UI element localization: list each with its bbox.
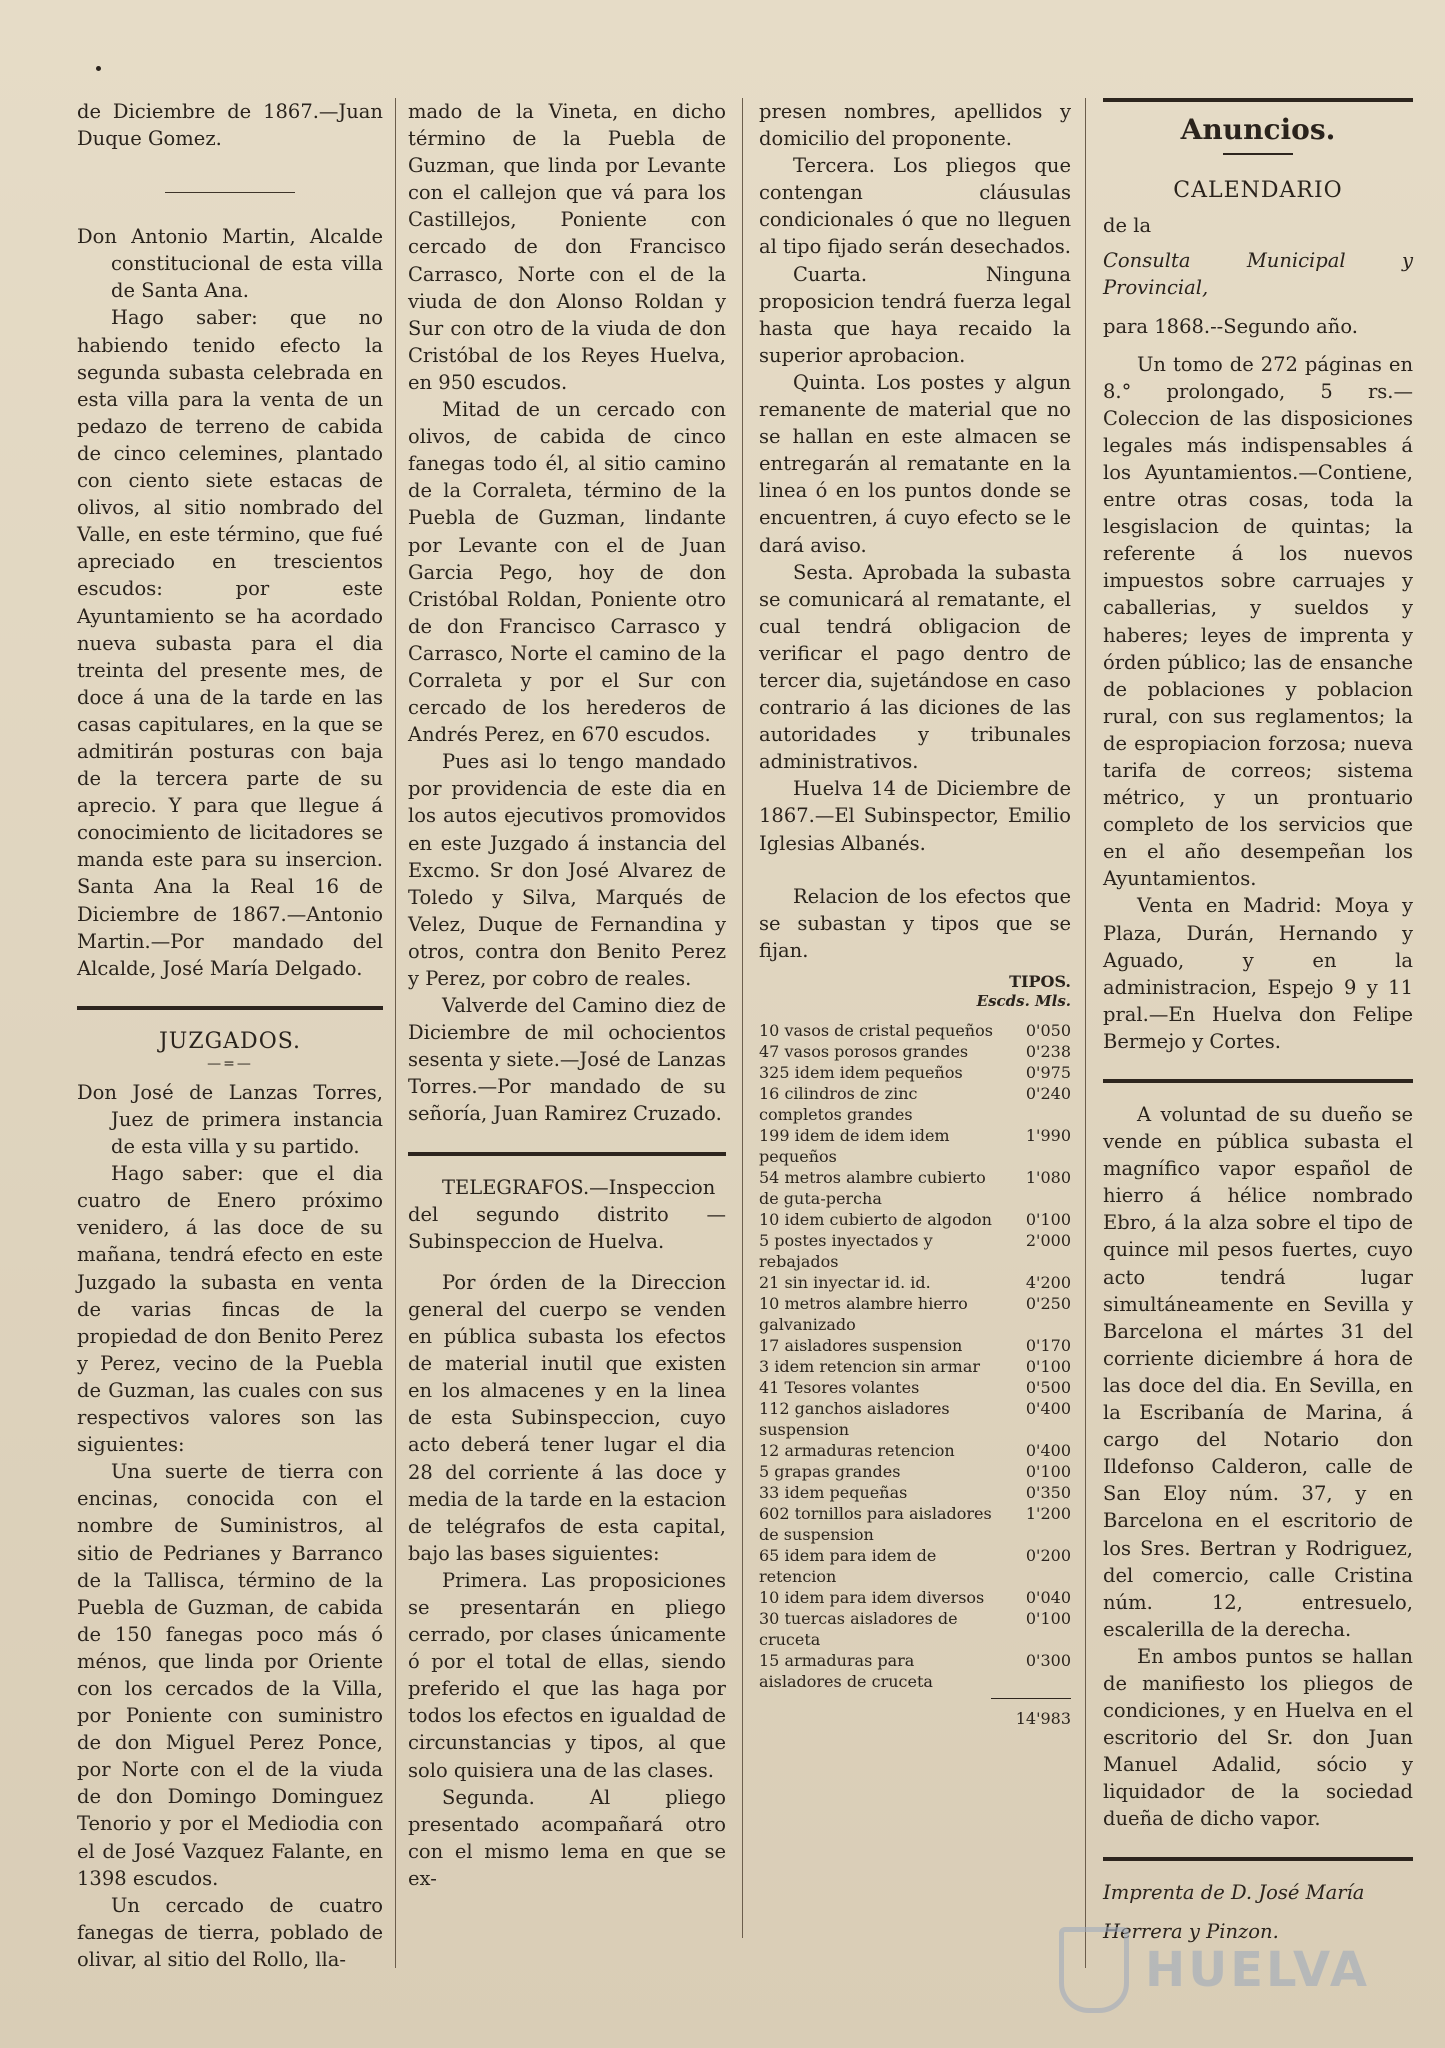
item-value: 0'238 [1025, 1041, 1071, 1061]
juzgados-p2: Una suerte de tierra con encinas, conocida con el nombre de Suministros, al sitio de Pedrianes y Barranco de la Tallisca, término de la Puebla de Guzman, de cabida de 150 fanegas poco más ó ménos, que linda por Oriente con los cercados de la Villa, por Poniente con suministro de don Miguel Perez Ponce, por Norte con el de la viuda de don Domingo Dominguez Tenorio y por el Mediodia con el de José Vazquez Falante, en 1398 escudos. [77, 1460, 383, 1890]
table-row [759, 1293, 1071, 1335]
venta-text: Venta en Madrid: Moya y Plaza, Durán, Hernando y Aguado, y en la administracion, Espejo 9 y 11 pral.—En Huelva don Felipe Bermejo y Cortes. [1103, 894, 1413, 1053]
item-description: 16 cilindros de zinc completos grandes [759, 1083, 918, 1124]
item-value: 0'100 [1025, 1356, 1071, 1376]
item-description: 325 idem idem pequeños [759, 1062, 963, 1082]
item-description: 47 vasos porosos grandes [759, 1041, 969, 1061]
table-row [759, 1587, 1071, 1608]
col2-p2: Mitad de un cercado con olivos, de cabida de cinco fanegas todo él, al sitio camino de la Corraleta, término de la Puebla de Guzman, lindante por Levante con el de Juan Garcia Pego, hoy de don Cristóbal Roldan, Poniente otro de don Francisco Carrasco y Carrasco, Norte el camino de la Corraleta y por el Sur con cercado de los herederos de Andrés Perez, en 670 escudos. [408, 398, 726, 747]
table-row [759, 1020, 1071, 1041]
column-4 [1103, 98, 1413, 1945]
telegrafos-p1: Por órden de la Direccion general del cuerpo se venden en pública subasta los efectos de material inutil que existen en los almacenes y en la linea de esta Subinspeccion, cuyo acto deberá tener lugar el dia 28 del corriente á las doce y media de la tarde en la estacion de telégrafos de esta capital, bajo las bases siguientes: [408, 1270, 726, 1565]
short-rule [165, 192, 295, 193]
item-value: 0'350 [1025, 1482, 1071, 1502]
watermark-text: HUELVA [1145, 1942, 1370, 1998]
column-1 [77, 98, 383, 1973]
table-row [759, 1545, 1071, 1587]
table-row [759, 1377, 1071, 1398]
item-description: 65 idem para idem de retencion [759, 1545, 937, 1586]
column-2 [408, 98, 726, 1892]
col3-p4: Quinta. Los postes y algun remanente de material que no se hallan en este almacen se entregarán al rematante en la linea ó en los puntos donde se encuentren, á cuyo efecto se le dará aviso. [759, 370, 1071, 557]
table-row [759, 1041, 1071, 1062]
telegrafos-p3: Segunda. Al pliego presentado acompañará otro con el mismo lema en que se ex- [408, 1785, 726, 1890]
vapor-p1: A voluntad de su dueño se vende en pública subasta el magnífico vapor español de hierro á hélice nombrado Ebro, á la alza sobre el tipo de quince mil pesos fuertes, cuyo acto tendrá lugar simultáneamente en Sevilla y Barcelona el mártes 31 del corriente diciembre á hora de las doce del dia. En Sevilla, en la Escribanía de Marina, á cargo del Notario don Ildefonso Calderon, calle de San Eloy núm. 37, y en Barcelona en el escritorio de los Sres. Bertran y Rodriguez, del comercio, calle Cristina núm. 12, entresuelo, escalerilla de la derecha. [1103, 1103, 1413, 1641]
calendario-subtitle: Consulta Municipal y Provincial, [1103, 249, 1413, 300]
item-value: 0'170 [1025, 1335, 1071, 1355]
table-row [759, 1125, 1071, 1167]
telegrafos-head: TELEGRAFOS.—Inspeccion del segundo distrito — Subinspeccion de Huelva. [408, 1175, 726, 1253]
item-value: 0'250 [1025, 1293, 1071, 1313]
item-description: 10 metros alambre hierro galvanizado [759, 1293, 968, 1334]
efectos-table [759, 1020, 1071, 1692]
thick-rule [1103, 98, 1413, 102]
item-value: 4'200 [1025, 1272, 1071, 1292]
col3-p3: Cuarta. Ninguna proposicion tendrá fuerza legal hasta que haya recaido la superior aprobacion. [759, 262, 1071, 367]
item-value: 0'400 [1025, 1398, 1071, 1418]
item-value: 2'000 [1025, 1230, 1071, 1250]
imprenta-line-1: Imprenta de D. José María [1103, 1880, 1365, 1904]
col3-p6: Huelva 14 de Diciembre de 1867.—El Subinspector, Emilio Iglesias Albanés. [759, 777, 1071, 855]
table-row [759, 1440, 1071, 1461]
item-value: 0'100 [1025, 1461, 1071, 1481]
anuncios-title: Anuncios. [1180, 113, 1336, 146]
table-row [759, 1398, 1071, 1440]
col3-p1: presen nombres, apellidos y domicilio del proponente. [759, 100, 1071, 151]
column-divider [742, 98, 743, 1938]
col2-p3: Pues asi lo tengo mandado por providencia de este dia en los autos ejecutivos promovidos en este Juzgado á instancia del Excmo. Sr don José Alvarez de Toledo y Silva, Marqués de Velez, Duque de Fernandina y otros, contra don Benito Perez y Perez, por cobro de reales. [408, 750, 726, 990]
tipos-heading: TIPOS. [1009, 971, 1071, 991]
table-row [759, 1272, 1071, 1293]
total-rule [991, 1698, 1071, 1699]
item-value: 1'200 [1025, 1503, 1071, 1523]
item-value: 0'040 [1025, 1587, 1071, 1607]
item-value: 0'240 [1025, 1083, 1071, 1103]
table-row [759, 1209, 1071, 1230]
item-value: 0'300 [1025, 1650, 1071, 1670]
juzgados-p1: Hago saber: que el dia cuatro de Enero próximo venidero, á las doce de su mañana, tendrá efecto en este Juzgado la subasta en venta de varias fincas de la propiedad de don Benito Perez y Perez, vecino de la Puebla de Guzman, las cuales con sus respectivos valores son las siguientes: [77, 1162, 383, 1457]
table-row [759, 1356, 1071, 1377]
juzgados-title: JUZGADOS. [158, 1028, 302, 1054]
item-description: 10 idem para idem diversos [759, 1587, 985, 1607]
juzgados-header: Don José de Lanzas Torres, Juez de primera instancia de esta villa y su partido. [77, 1080, 383, 1159]
item-description: 17 aisladores suspension [759, 1335, 963, 1355]
calendario-title: CALENDARIO [1173, 178, 1343, 204]
vapor-p2: En ambos puntos se hallan de manifiesto los pliegos de condiciones, y en Huelva en el escritorio del Sr. don Juan Manuel Adalid, sócio y liquidador de la sociedad dueña de dicho vapor. [1103, 1644, 1413, 1831]
table-row [759, 1650, 1071, 1692]
total-value: 14'983 [1015, 1708, 1071, 1728]
table-row [759, 1461, 1071, 1482]
edict-header: Don Antonio Martin, Alcalde constitucional de esta villa de Santa Ana. [77, 225, 383, 303]
item-description: 33 idem pequeñas [759, 1482, 908, 1502]
table-row [759, 1482, 1071, 1503]
item-description: 10 vasos de cristal pequeños [759, 1020, 993, 1040]
edict-body: Hago saber: que no habiendo tenido efecto la segunda subasta celebrada en esta villa para la venta de un pedazo de terreno de cabida de cinco celemines, plantado con ciento siete estacas de olivos, al sitio nombrado del Valle, en este término, que fué apreciado en trescientos escudos: por este Ayuntamiento se ha acordado nueva subasta para el dia treinta del presente mes, de doce á una de la tarde en las casas capitulares, en la que se admitirán posturas con baja de la tercera parte de su aprecio. Y para que llegue á conocimiento de licitadores se manda este para su insercion. Santa Ana la Real 16 de Diciembre de 1867.—Antonio Martin.—Por mandado del Alcalde, José María Delgado. [77, 306, 383, 980]
column-divider [1085, 98, 1086, 1968]
crest-icon [1059, 1927, 1129, 2013]
thick-rule [77, 1006, 383, 1010]
item-description: 30 tuercas aisladores de cruceta [759, 1608, 958, 1649]
calendario-body: Un tomo de 272 páginas en 8.° prolongado, 5 rs.—Coleccion de las disposiciones legales más indispensables á los Ayuntamientos.—Contiene, entre otras cosas, toda la lesgislacion de quintas; la referente á los nuevos impuestos sobre carruajes y caballerias, y sueldos y haberes; leyes de imprenta y órden público; las de ensanche de poblaciones y poblacion rural, con sus reglamentos; la de espropiacion forzosa; nueva tarifa de correos; sistema métrico, y un prontuario completo de los servicios que en el año desempeñan los Ayuntamientos. [1103, 352, 1413, 891]
relacion-heading: Relacion de los efectos que se subastan y tipos que se fijan. [759, 884, 1071, 962]
thick-rule [1103, 1857, 1413, 1861]
item-value: 1'080 [1025, 1167, 1071, 1187]
item-description: 112 ganchos aisladores suspension [759, 1398, 950, 1439]
col2-p4: Valverde del Camino diez de Diciembre de mil ochocientos sesenta y siete.—José de Lanzas Torres.—Por mandado de su señoría, Juan Ramirez Cruzado. [408, 994, 726, 1126]
table-row [759, 1503, 1071, 1545]
item-value: 0'500 [1025, 1377, 1071, 1397]
item-description: 21 sin inyectar id. id. [759, 1272, 931, 1292]
column-3 [759, 98, 1071, 1732]
item-value: 0'200 [1025, 1545, 1071, 1565]
table-row [759, 1062, 1071, 1083]
item-value: 0'400 [1025, 1440, 1071, 1460]
item-description: 12 armaduras retencion [759, 1440, 955, 1460]
column-divider [395, 98, 396, 1968]
col3-p5: Sesta. Aprobada la subasta se comunicará al rematante, el cual tendrá obligacion de verificar el pago dentro de tercer dia, sujetándose en caso contrario á las diciones de las autoridades y tribunales administrativos. [759, 560, 1071, 774]
table-row [759, 1230, 1071, 1272]
item-description: 5 postes inyectados y rebajados [759, 1230, 933, 1271]
item-description: 10 idem cubierto de algodon [759, 1209, 992, 1229]
table-row [759, 1335, 1071, 1356]
title-dash: —=— [207, 1055, 253, 1072]
item-value: 0'050 [1025, 1020, 1071, 1040]
telegrafos-p2: Primera. Las proposiciones se presentarán en pliego cerrado, por clases únicamente ó por el total de ellas, siendo preferido el que las haga por todos los efectos en igualdad de circunstancias y tipos, al que solo quisiera una de las clases. [408, 1568, 726, 1782]
item-description: 602 tornillos para aisladores de suspension [759, 1503, 992, 1544]
table-row [759, 1167, 1071, 1209]
item-description: 3 idem retencion sin armar [759, 1356, 981, 1376]
item-description: 41 Tesores volantes [759, 1377, 920, 1397]
huelva-watermark [1040, 1915, 1370, 2025]
juzgados-p3: Un cercado de cuatro fanegas de tierra, poblado de olivar, al sitio del Rollo, lla- [77, 1893, 383, 1971]
item-description: 199 idem de idem idem pequeños [759, 1125, 950, 1166]
item-value: 0'975 [1025, 1062, 1071, 1082]
title-dash [1223, 153, 1293, 155]
item-value: 1'990 [1025, 1125, 1071, 1145]
col1-intro: de Diciembre de 1867.—Juan Duque Gomez. [77, 100, 383, 151]
table-row [759, 1083, 1071, 1125]
col2-p1: mado de la Vineta, en dicho término de la Puebla de Guzman, que linda por Levante con el callejon que vá para los Castillejos, Poniente con cercado de don Francisco Carrasco, Norte con el de la viuda de don Alonso Roldan y Sur con otro de la viuda de don Cristóbal de los Reyes Huelva, en 950 escudos. [408, 100, 726, 394]
calendario-year: para 1868.--Segundo año. [1103, 315, 1358, 339]
item-description: 5 grapas grandes [759, 1461, 901, 1481]
item-value: 0'100 [1025, 1209, 1071, 1229]
thick-rule [1103, 1079, 1413, 1083]
item-description: 54 metros alambre cubierto de guta-percha [759, 1167, 986, 1208]
item-description: 15 armaduras para aisladores de cruceta [759, 1650, 933, 1691]
calendario-de: de la [1103, 214, 1152, 238]
imprenta-line-2: Herrera y Pinzon. [1103, 1919, 1279, 1943]
tipos-subheading: Escds. Mls. [976, 991, 1071, 1010]
item-value: 0'100 [1025, 1608, 1071, 1628]
col3-p2: Tercera. Los pliegos que contengan cláusulas condicionales ó que no lleguen al tipo fijado serán desechados. [759, 154, 1072, 259]
pin-hole [96, 66, 101, 71]
thick-rule [408, 1152, 726, 1156]
table-row [759, 1608, 1071, 1650]
